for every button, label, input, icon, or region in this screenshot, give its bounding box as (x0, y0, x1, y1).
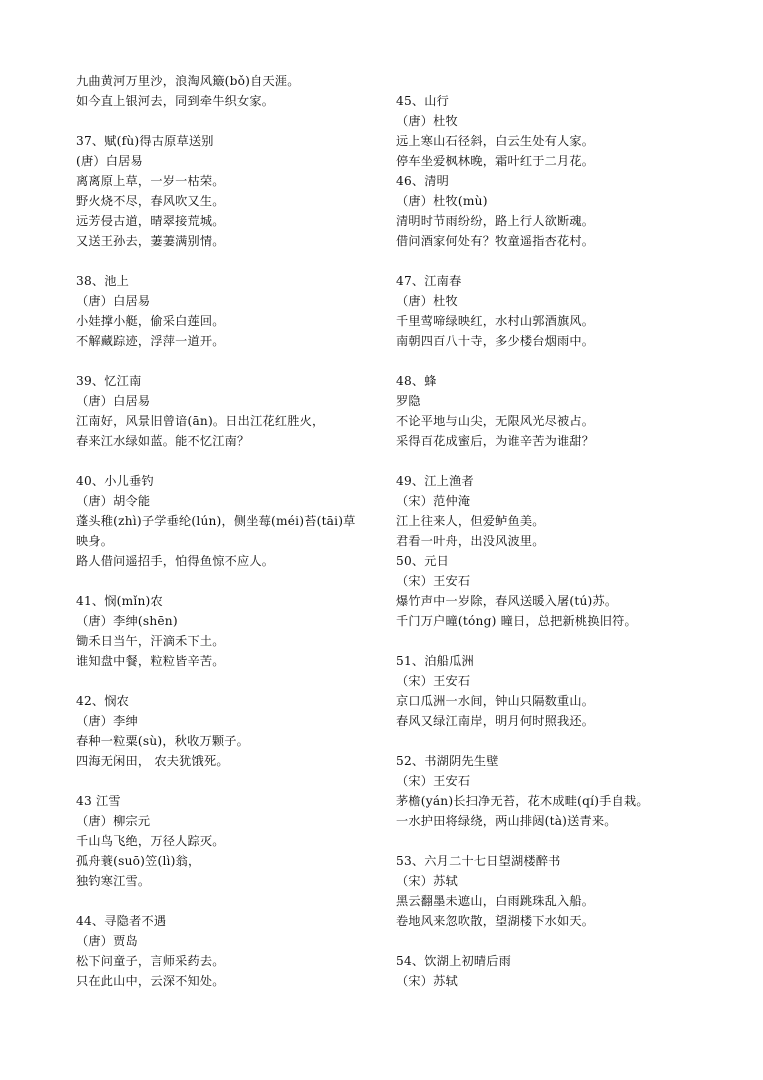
text-line: 孤舟蓑(suō)笠(lì)翁， (76, 854, 201, 868)
text-line: 53、六月二十七日望湖楼醉书 (396, 854, 561, 868)
blank-line (76, 891, 376, 911)
text-line: 41、悯(mǐn)农 (76, 594, 163, 608)
text-line: 47、江南春 (396, 274, 462, 288)
text-line: （唐）胡令能 (76, 494, 151, 508)
text-line: 江上往来人，但爱鲈鱼美。 (396, 514, 545, 528)
text-line: （唐）贾岛 (76, 934, 138, 948)
text-line: 京口瓜洲一水间，钟山只隔数重山。 (396, 694, 595, 708)
text-line: 锄禾日当午，汗滴禾下土。 (76, 634, 225, 648)
text-line: （唐）白居易 (76, 294, 151, 308)
text-line: 谁知盘中餐，粒粒皆辛苦。 (76, 654, 225, 668)
blank-line (76, 351, 376, 371)
text-line: 千山鸟飞绝，万径人踪灭。 (76, 834, 225, 848)
text-line: 南朝四百八十寺，多少楼台烟雨中。 (396, 334, 595, 348)
text-line: 借问酒家何处有？牧童遥指杏花村。 (396, 234, 595, 248)
text-line: 爆竹声中一岁除，春风送暖入屠(tú)苏。 (396, 594, 618, 608)
text-line: 一水护田将绿绕，两山排闼(tà)送青来。 (396, 814, 617, 828)
text-line: 不论平地与山尖，无限风光尽被占。 (396, 414, 595, 428)
text-line: 野火烧不尽，春风吹又生。 (76, 194, 225, 208)
text-line: 又送王孙去，萋萋满别情。 (76, 234, 225, 248)
text-line: 江南好，风景旧曾谙(ān)。日出江花红胜火， (76, 414, 325, 428)
blank-line (396, 351, 736, 371)
text-line: 如今直上银河去，同到牵牛织女家。 (76, 94, 275, 108)
blank-line (396, 451, 736, 471)
text-line: 46、清明 (396, 174, 450, 188)
blank-line (396, 631, 736, 651)
text-line: 43 江雪 (76, 794, 121, 808)
text-line: 茅檐(yán)长扫净无苔，花木成畦(qí)手自栽。 (396, 794, 649, 808)
text-line: 49、江上渔者 (396, 474, 474, 488)
text-line: （宋）王安石 (396, 574, 471, 588)
text-line: 停车坐爱枫林晚，霜叶红于二月花。 (396, 154, 595, 168)
blank-line (396, 251, 736, 271)
text-line: （宋）王安石 (396, 774, 471, 788)
text-line: 远芳侵古道，晴翠接荒城。 (76, 214, 225, 228)
text-line: 九曲黄河万里沙，浪淘风簸(bǒ)自天涯。 (76, 74, 300, 88)
blank-line (76, 571, 376, 591)
text-line: 蓬头稚(zhì)子学垂纶(lún)，侧坐莓(méi)苔(tāi)草 (76, 514, 356, 528)
text-line: 50、元日 (396, 554, 450, 568)
text-line: 38、池上 (76, 274, 130, 288)
blank-line (396, 71, 736, 91)
text-line: 独钓寒江雪。 (76, 874, 151, 888)
text-line: 千门万户曈(tóng) 曈日，总把新桃换旧符。 (396, 614, 637, 628)
text-line: 君看一叶舟，出没风波里。 (396, 534, 545, 548)
text-line: （宋）苏轼 (396, 874, 458, 888)
text-line: 39、忆江南 (76, 374, 142, 388)
text-line: 不解藏踪迹，浮萍一道开。 (76, 334, 225, 348)
text-line: 黑云翻墨未遮山，白雨跳珠乱入船。 (396, 894, 595, 908)
text-line: 罗隐 (396, 394, 421, 408)
text-line: （唐）李绅(shēn) (76, 614, 178, 628)
blank-line (396, 731, 736, 751)
text-line: 春来江水绿如蓝。能不忆江南？ (76, 434, 250, 448)
blank-line (76, 251, 376, 271)
text-line: 卷地风来忽吹散，望湖楼下水如天。 (396, 914, 595, 928)
text-line: 45、山行 (396, 94, 450, 108)
right-column (396, 71, 736, 991)
blank-line (76, 771, 376, 791)
text-line: （宋）苏轼 (396, 974, 458, 988)
text-line: （唐）李绅 (76, 714, 138, 728)
blank-line (396, 931, 736, 951)
text-line: 只在此山中，云深不知处。 (76, 974, 225, 988)
text-line: 44、寻隐者不遇 (76, 914, 167, 928)
text-line: （唐）白居易 (76, 394, 151, 408)
text-line: 春种一粒粟(sù)，秋收万颗子。 (76, 734, 250, 748)
text-line: （唐）杜牧(mù) (396, 194, 488, 208)
text-line: 40、小儿垂钓 (76, 474, 154, 488)
text-line: （唐）柳宗元 (76, 814, 151, 828)
left-column (76, 71, 376, 991)
text-line: 远上寒山石径斜，白云生处有人家。 (396, 134, 595, 148)
text-line: 千里莺啼绿映红，水村山郭酒旗风。 (396, 314, 595, 328)
text-line: 52、书湖阴先生壁 (396, 754, 499, 768)
text-line: 37、赋(fù)得古原草送别 (76, 134, 214, 148)
text-line: 48、蜂 (396, 374, 437, 388)
text-line: 54、饮湖上初晴后雨 (396, 954, 512, 968)
text-line: 42、悯农 (76, 694, 130, 708)
text-line: 清明时节雨纷纷，路上行人欲断魂。 (396, 214, 595, 228)
text-line: （宋）范仲淹 (396, 494, 471, 508)
blank-line (76, 671, 376, 691)
blank-line (76, 111, 376, 131)
text-line: 离离原上草，一岁一枯荣。 (76, 174, 225, 188)
blank-line (76, 451, 376, 471)
blank-line (396, 831, 736, 851)
text-line: 松下问童子，言师采药去。 (76, 954, 225, 968)
text-line: 四海无闲田， 农夫犹饿死。 (76, 754, 229, 768)
text-line: （唐）杜牧 (396, 294, 458, 308)
text-line: 采得百花成蜜后，为谁辛苦为谁甜？ (396, 434, 595, 448)
text-line: （唐）杜牧 (396, 114, 458, 128)
text-line: 路人借问遥招手，怕得鱼惊不应人。 (76, 554, 275, 568)
text-line: 51、泊船瓜洲 (396, 654, 474, 668)
text-line: 小娃撑小艇，偷采白莲回。 (76, 314, 225, 328)
text-line: 映身。 (76, 534, 114, 548)
text-line: (唐）白居易 (76, 154, 143, 168)
text-line: （宋）王安石 (396, 674, 471, 688)
text-line: 春风又绿江南岸，明月何时照我还。 (396, 714, 595, 728)
